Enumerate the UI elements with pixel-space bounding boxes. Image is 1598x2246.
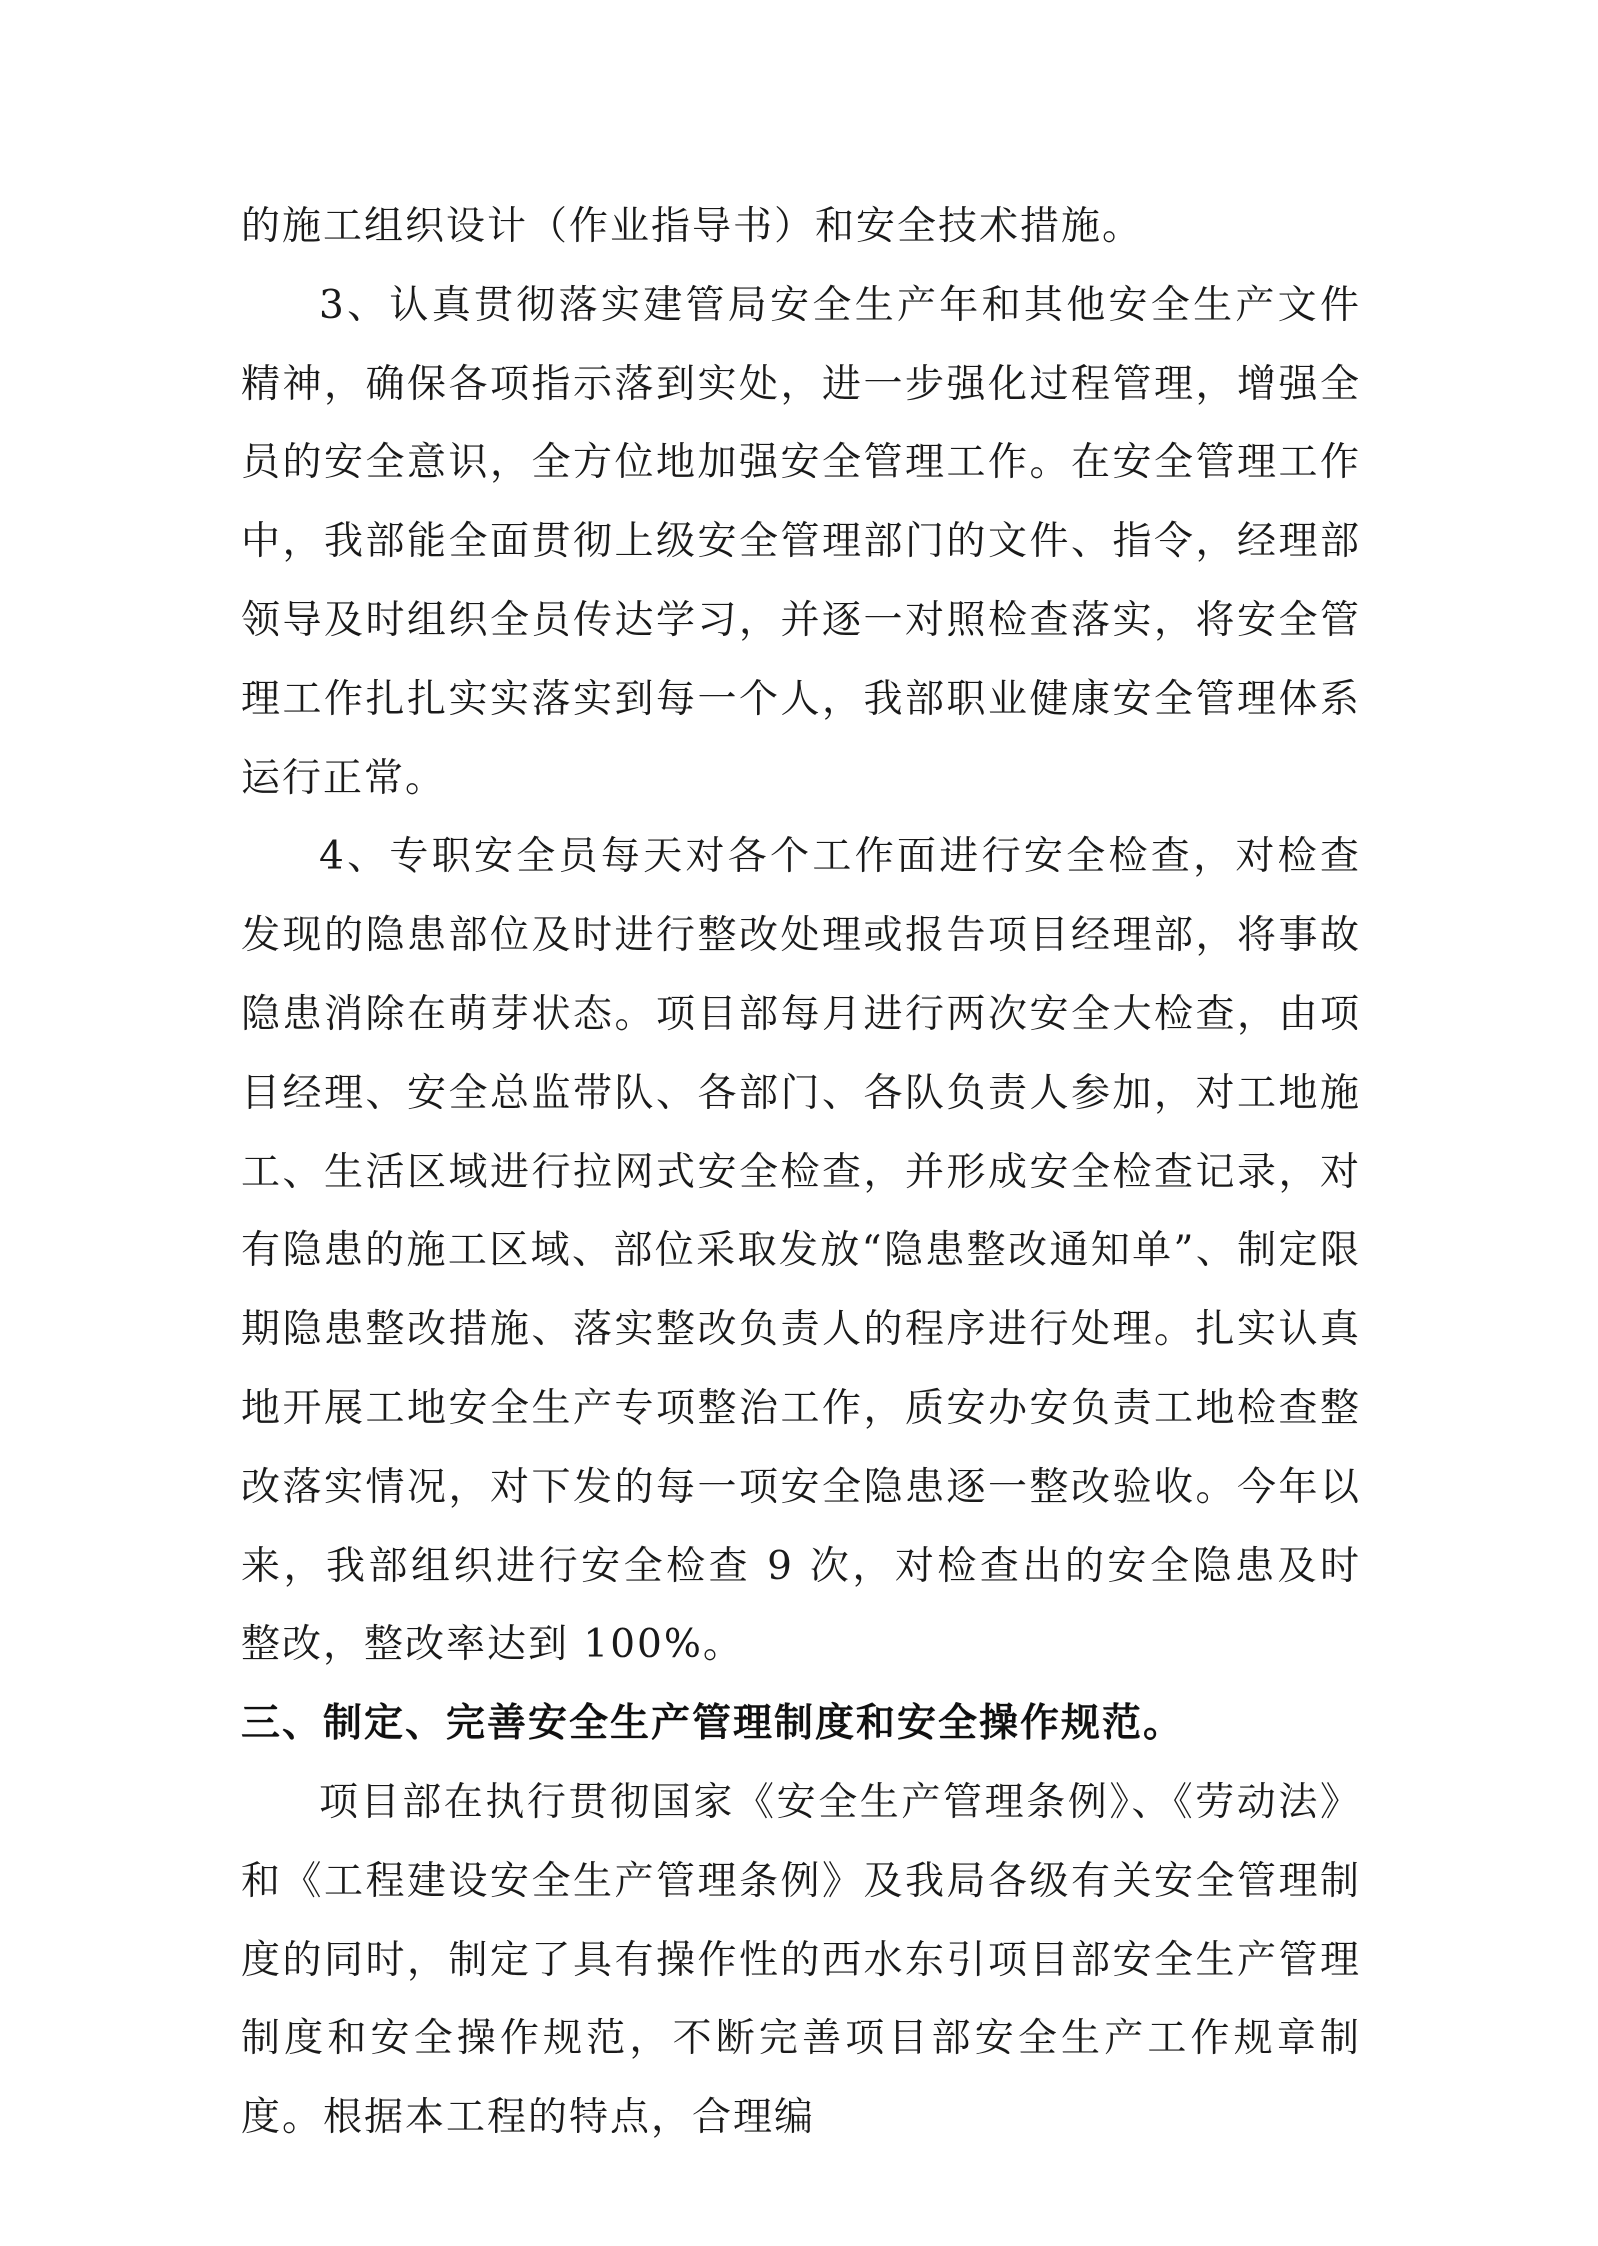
section-heading-3: 三、制定、完善安全生产管理制度和安全操作规范。 <box>241 1701 1185 1747</box>
document-body <box>241 188 1361 2158</box>
paragraph-item-3: 3、认真贯彻落实建管局安全生产年和其他安全生产文件精神，确保各项指示落到实处，进一步强化过程管理，增强全员的安全意识，全方位地加强安全管理工作。在安全管理工作中，我部能全面贯彻上级安全管理部门的文件、指令，经理部领导及时组织全员传达学习，并逐一对照检查落实，将安全管理工作扎扎实实落实到每一个人，我部职业健康安全管理体系运行正常。 <box>241 282 1361 801</box>
paragraph-item-4: 4、专职安全员每天对各个工作面进行安全检查，对检查发现的隐患部位及时进行整改处理或报告项目经理部，将事故隐患消除在萌芽状态。项目部每月进行两次安全大检查，由项目经理、安全总监带队、各部门、各队负责人参加，对工地施工、生活区域进行拉网式安全检查，并形成安全检查记录，对有隐患的施工区域、部位采取发放“隐患整改通知单”、制定限期隐患整改措施、落实整改负责人的程序进行处理。扎实认真地开展工地安全生产专项整治工作，质安办安负责工地检查整改落实情况，对下发的每一项安全隐患逐一整改验收。今年以来，我部组织进行安全检查 9 次，对检查出的安全隐患及时整改，整改率达到 100%。 <box>241 834 1361 1668</box>
paragraph-continuation: 的施工组织设计（作业指导书）和安全技术措施。 <box>241 204 1144 249</box>
paragraph-section-3-body: 项目部在执行贯彻国家《安全生产管理条例》、《劳动法》和《工程建设安全生产管理条例》及我局各级有关安全管理制度的同时，制定了具有操作性的西水东引项目部安全生产管理制度和安全操作规范，不断完善项目部安全生产工作规章制度。根据本工程的特点，合理编 <box>241 1779 1361 2141</box>
